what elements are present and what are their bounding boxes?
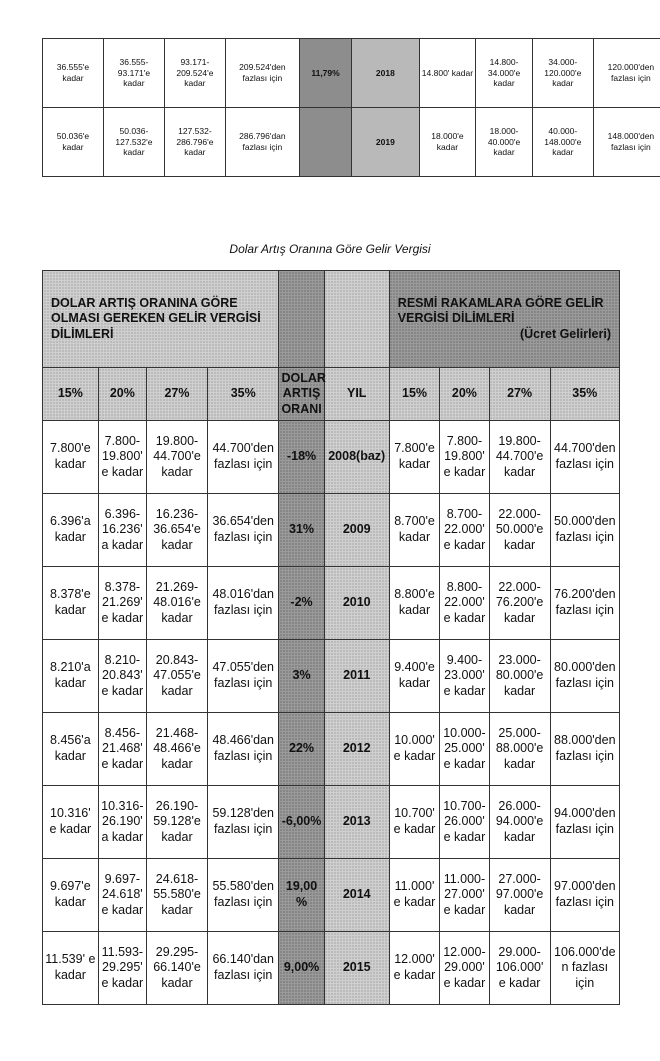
table-row — [43, 932, 620, 1005]
bracket-20-cell: 50.036-127.532'e kadar — [103, 108, 164, 177]
official-20-cell: 10.000-25.000' e kadar — [440, 713, 489, 786]
official-27-cell: 40.000-148.000'e kadar — [532, 108, 593, 177]
bracket-27-cell: 24.618-55.580'e kadar — [147, 859, 208, 932]
year-header-spacer — [324, 271, 389, 368]
bracket-35-cell: 55.580'den fazlası için — [207, 859, 278, 932]
bracket-20-header: 20% — [98, 368, 146, 421]
official-35-header: 35% — [550, 368, 619, 421]
official-27-cell: 26.000-94.000'e kadar — [489, 786, 550, 859]
bracket-35-cell: 48.016'dan fazlası için — [207, 567, 278, 640]
dollar-rate-cell: 31% — [279, 494, 324, 567]
official-35-cell: 97.000'den fazlası için — [550, 859, 619, 932]
official-35-cell: 88.000'den fazlası için — [550, 713, 619, 786]
table-row — [43, 39, 660, 108]
right-group-header — [389, 271, 619, 368]
right-group-title: RESMİ RAKAMLARA GÖRE GELİR VERGİSİ DİLİMLERİ — [397, 295, 604, 326]
dollar-rate-cell: 9,00% — [279, 932, 324, 1005]
table-row — [43, 421, 620, 494]
bracket-20-cell: 8.456-21.468' e kadar — [98, 713, 146, 786]
bracket-35-cell: 286.796'dan fazlası için — [225, 108, 299, 177]
official-27-header: 27% — [489, 368, 550, 421]
table-row — [43, 494, 620, 567]
bracket-20-cell: 10.316-26.190' a kadar — [98, 786, 146, 859]
dollar-rate-cell: -6,00% — [279, 786, 324, 859]
dollar-rate-cell: 11,79% — [299, 39, 351, 108]
official-20-cell: 18.000-40.000'e kadar — [476, 108, 533, 177]
year-cell: 2015 — [324, 932, 389, 1005]
year-cell: 2012 — [324, 713, 389, 786]
table-row — [43, 786, 620, 859]
bracket-20-cell: 6.396-16.236' a kadar — [98, 494, 146, 567]
year-cell: 2018 — [352, 39, 419, 108]
dollar-rate-cell: 3% — [279, 640, 324, 713]
official-35-cell: 80.000'den fazlası için — [550, 640, 619, 713]
table-row — [43, 713, 620, 786]
year-cell: 2019 — [352, 108, 419, 177]
bracket-27-header: 27% — [147, 368, 208, 421]
bracket-27-cell: 19.800-44.700'e kadar — [147, 421, 208, 494]
bracket-15-cell: 8.456'a kadar — [43, 713, 99, 786]
bracket-35-cell: 47.055'den fazlası için — [207, 640, 278, 713]
bracket-27-cell: 21.468-48.466'e kadar — [147, 713, 208, 786]
official-20-header: 20% — [440, 368, 489, 421]
official-27-cell: 29.000-106.000' e kadar — [489, 932, 550, 1005]
right-group-subtitle: (Ücret Gelirleri) — [519, 326, 611, 341]
official-35-cell: 76.200'den fazlası için — [550, 567, 619, 640]
bracket-27-cell: 26.190-59.128'e kadar — [147, 786, 208, 859]
table-row — [43, 567, 620, 640]
dollar-tax-table — [42, 270, 620, 1005]
table-caption: Dolar Artış Oranına Göre Gelir Vergisi — [229, 242, 431, 256]
bracket-35-cell: 48.466'dan fazlası için — [207, 713, 278, 786]
official-15-cell: 10.000' e kadar — [389, 713, 439, 786]
bracket-35-cell: 59.128'den fazlası için — [207, 786, 278, 859]
bracket-15-cell: 8.378'e kadar — [43, 567, 99, 640]
official-15-cell: 18.000'e kadar — [419, 108, 476, 177]
official-20-cell: 9.400-23.000' e kadar — [440, 640, 489, 713]
official-35-cell: 94.000'den fazlası için — [550, 786, 619, 859]
bracket-27-cell: 20.843-47.055'e kadar — [147, 640, 208, 713]
official-27-cell: 22.000-76.200'e kadar — [489, 567, 550, 640]
official-20-cell: 14.800-34.000'e kadar — [476, 39, 533, 108]
official-15-cell: 11.000' e kadar — [389, 859, 439, 932]
official-15-cell: 8.700'e kadar — [389, 494, 439, 567]
official-27-cell: 27.000-97.000'e kadar — [489, 859, 550, 932]
bracket-15-cell: 7.800'e kadar — [43, 421, 99, 494]
year-cell: 2008(baz) — [324, 421, 389, 494]
table-row — [43, 640, 620, 713]
official-27-cell: 23.000-80.000'e kadar — [489, 640, 550, 713]
bracket-35-cell: 44.700'den fazlası için — [207, 421, 278, 494]
bracket-15-cell: 8.210'a kadar — [43, 640, 99, 713]
rate-header-spacer — [279, 271, 324, 368]
dollar-rate-cell: 19,00 % — [279, 859, 324, 932]
official-27-cell: 19.800-44.700'e kadar — [489, 421, 550, 494]
official-27-cell: 22.000-50.000'e kadar — [489, 494, 550, 567]
bracket-35-header: 35% — [207, 368, 278, 421]
official-20-cell: 12.000-29.000' e kadar — [440, 932, 489, 1005]
official-15-header: 15% — [389, 368, 439, 421]
official-20-cell: 8.700-22.000' e kadar — [440, 494, 489, 567]
official-35-cell: 148.000'den fazlası için — [593, 108, 660, 177]
bracket-15-cell: 6.396'a kadar — [43, 494, 99, 567]
top-tax-table — [42, 38, 660, 177]
bracket-20-cell: 9.697-24.618' e kadar — [98, 859, 146, 932]
official-15-cell: 8.800'e kadar — [389, 567, 439, 640]
official-20-cell: 10.700-26.000' e kadar — [440, 786, 489, 859]
bracket-35-cell: 66.140'dan fazlası için — [207, 932, 278, 1005]
official-20-cell: 8.800-22.000' e kadar — [440, 567, 489, 640]
column-header-row — [43, 368, 620, 421]
bracket-27-cell: 93.171-209.524'e kadar — [164, 39, 225, 108]
year-header: YIL — [324, 368, 389, 421]
bracket-15-cell: 50.036'e kadar — [43, 108, 104, 177]
bracket-20-cell: 7.800-19.800' e kadar — [98, 421, 146, 494]
bracket-15-cell: 10.316' e kadar — [43, 786, 99, 859]
left-group-header: DOLAR ARTIŞ ORANINA GÖRE OLMASI GEREKEN GELİR VERGİSİ DİLİMLERİ — [43, 271, 279, 368]
dollar-rate-header: DOLAR ARTIŞ ORANI — [279, 368, 324, 421]
table-row — [43, 859, 620, 932]
bracket-20-cell: 36.555-93.171'e kadar — [103, 39, 164, 108]
bracket-35-cell: 209.524'den fazlası için — [225, 39, 299, 108]
bracket-35-cell: 36.654'den fazlası için — [207, 494, 278, 567]
bracket-15-header: 15% — [43, 368, 99, 421]
official-35-cell: 44.700'den fazlası için — [550, 421, 619, 494]
table-row — [43, 108, 660, 177]
official-15-cell: 10.700' e kadar — [389, 786, 439, 859]
dollar-rate-cell: -2% — [279, 567, 324, 640]
year-cell: 2009 — [324, 494, 389, 567]
bracket-15-cell: 36.555'e kadar — [43, 39, 104, 108]
bracket-20-cell: 8.378-21.269' e kadar — [98, 567, 146, 640]
official-35-cell: 120.000'den fazlası için — [593, 39, 660, 108]
official-15-cell: 14.800' kadar — [419, 39, 476, 108]
bracket-20-cell: 8.210-20.843' e kadar — [98, 640, 146, 713]
dollar-rate-cell — [299, 108, 351, 177]
bracket-20-cell: 11.593-29.295' e kadar — [98, 932, 146, 1005]
dollar-rate-cell: 22% — [279, 713, 324, 786]
official-20-cell: 7.800-19.800' e kadar — [440, 421, 489, 494]
bracket-27-cell: 16.236-36.654'e kadar — [147, 494, 208, 567]
official-15-cell: 7.800'e kadar — [389, 421, 439, 494]
group-header-row — [43, 271, 620, 368]
year-cell: 2014 — [324, 859, 389, 932]
bracket-27-cell: 21.269-48.016'e kadar — [147, 567, 208, 640]
dollar-rate-cell: -18% — [279, 421, 324, 494]
official-35-cell: 50.000'den fazlası için — [550, 494, 619, 567]
official-27-cell: 25.000-88.000'e kadar — [489, 713, 550, 786]
bracket-27-cell: 127.532-286.796'e kadar — [164, 108, 225, 177]
official-20-cell: 11.000-27.000' e kadar — [440, 859, 489, 932]
year-cell: 2013 — [324, 786, 389, 859]
official-35-cell: 106.000'de n fazlası için — [550, 932, 619, 1005]
bracket-27-cell: 29.295-66.140'e kadar — [147, 932, 208, 1005]
official-15-cell: 12.000' e kadar — [389, 932, 439, 1005]
year-cell: 2010 — [324, 567, 389, 640]
bracket-15-cell: 9.697'e kadar — [43, 859, 99, 932]
bracket-15-cell: 11.539' e kadar — [43, 932, 99, 1005]
official-15-cell: 9.400'e kadar — [389, 640, 439, 713]
year-cell: 2011 — [324, 640, 389, 713]
official-27-cell: 34.000-120.000'e kadar — [532, 39, 593, 108]
